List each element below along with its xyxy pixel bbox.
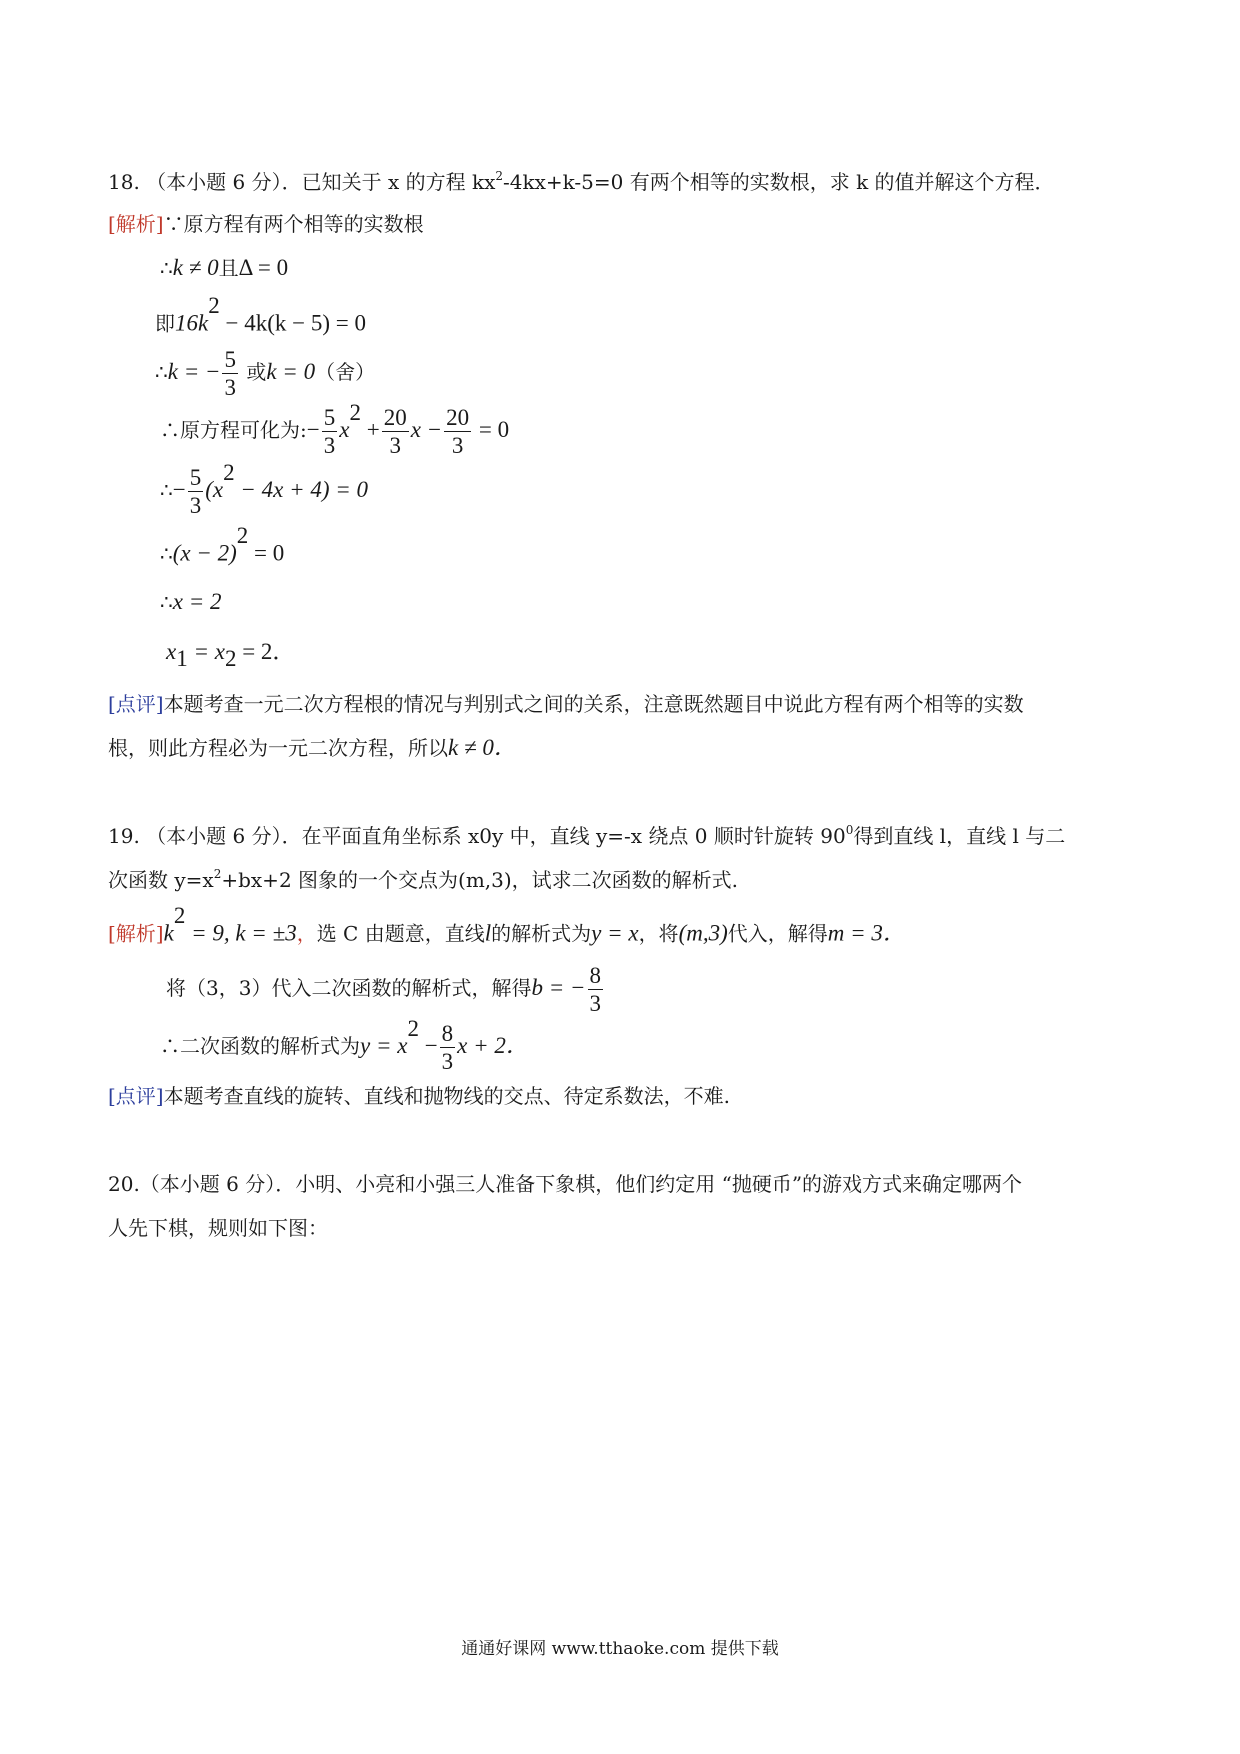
fraction: $\frac{5}{3}$ xyxy=(224,347,236,400)
comment-tag: [点评] xyxy=(108,1084,164,1108)
fraction: $\frac{8}{3}$ xyxy=(441,1021,454,1074)
q18-step-3: ∴k = − $\frac{5}{3}$ 或k = 0（舍） xyxy=(155,347,376,400)
fraction: $\frac{20}{3}$ xyxy=(383,405,407,458)
q18-stem: 18. （本小题 6 分）．已知关于 x 的方程 $kx^2-4kx+k-5=0$ 有两个相等的实数根，求 k 的值并解这个方程． xyxy=(108,169,1055,194)
fraction: $\frac{8}{3}$ xyxy=(589,963,601,1016)
q18-analysis: [解析]∵原方程有两个相等的实数根 xyxy=(108,212,424,236)
q19-step-2: ∴二次函数的解析式为$y = x^2$ − $\frac{8}{3}$ x + 2． xyxy=(160,1015,529,1074)
analysis-tag: [解析] xyxy=(108,921,164,946)
fraction: $\frac{5}{3}$ xyxy=(323,405,336,458)
q19-comment: [点评]本题考查直线的旋转、直线和抛物线的交点、待定系数法，不难. xyxy=(108,1084,730,1108)
comment-tag: [点评] xyxy=(108,692,164,716)
fraction: $\frac{5}{3}$ xyxy=(189,465,202,518)
q18-step-8: $x_1 = x_2 = 2$． xyxy=(166,639,296,671)
q18-step-5: ∴− $\frac{5}{3}$ $(x^2 - 4x + 4) = 0$ xyxy=(160,459,369,518)
analysis-tag: [解析] xyxy=(108,212,164,236)
q18-step-6: ∴(x − 2)$^2$ = 0 xyxy=(160,523,285,566)
q18-comment-line-1: [点评]本题考查一元二次方程根的情况与判别式之间的关系，注意既然题目中说此方程有两个相等的实数 xyxy=(108,692,1024,716)
q19-analysis: [解析]$k^2 = 9$, k = ±3，选 C 由题意，直线l的解析式为y = x，将(m,3)代入，解得m = 3． xyxy=(108,903,906,946)
q18-step-4: ∴原方程可化为:− $\frac{5}{3}$ $x^2$ + $\frac{20}{3}$ x − $\frac{20}{3}$ = 0 xyxy=(160,399,510,458)
q19-stem-line-2: 次函数 $y=x^2+bx+2$ 图象的一个交点为(m,3)，试求二次函数的解析式. xyxy=(108,867,739,892)
q20-stem-line-1: 20.（本小题 6 分）．小明、小亮和小强三人准备下象棋，他们约定用 “抛硬币”的游戏方式来确定哪两个 xyxy=(108,1172,1023,1196)
q19-step-1: 将（3，3）代入二次函数的解析式，解得b = − $\frac{8}{3}$ xyxy=(166,963,601,1016)
fraction: $\frac{20}{3}$ xyxy=(446,405,470,458)
q18-comment-line-2: 根，则此方程必为一元二次方程，所以k ≠ 0． xyxy=(108,735,517,760)
q20-stem-line-2: 人先下棋，规则如下图： xyxy=(108,1216,328,1240)
q19-stem-line-1: 19. （本小题 6 分）．在平面直角坐标系 x0y 中，直线 y=-x 绕点 0 顺时针旋转 $90^0$得到直线 l，直线 l 与二 xyxy=(108,823,1066,848)
q18-step-2: 即$16k^2 - 4k(k - 5) = 0$ xyxy=(155,293,366,336)
q18-step-1: ∴k ≠ 0且Δ = 0 xyxy=(160,255,289,280)
page-footer: 通通好课网 www.tthaoke.com 提供下载 xyxy=(461,1639,779,1659)
q18-step-7: ∴x = 2 xyxy=(160,589,222,614)
